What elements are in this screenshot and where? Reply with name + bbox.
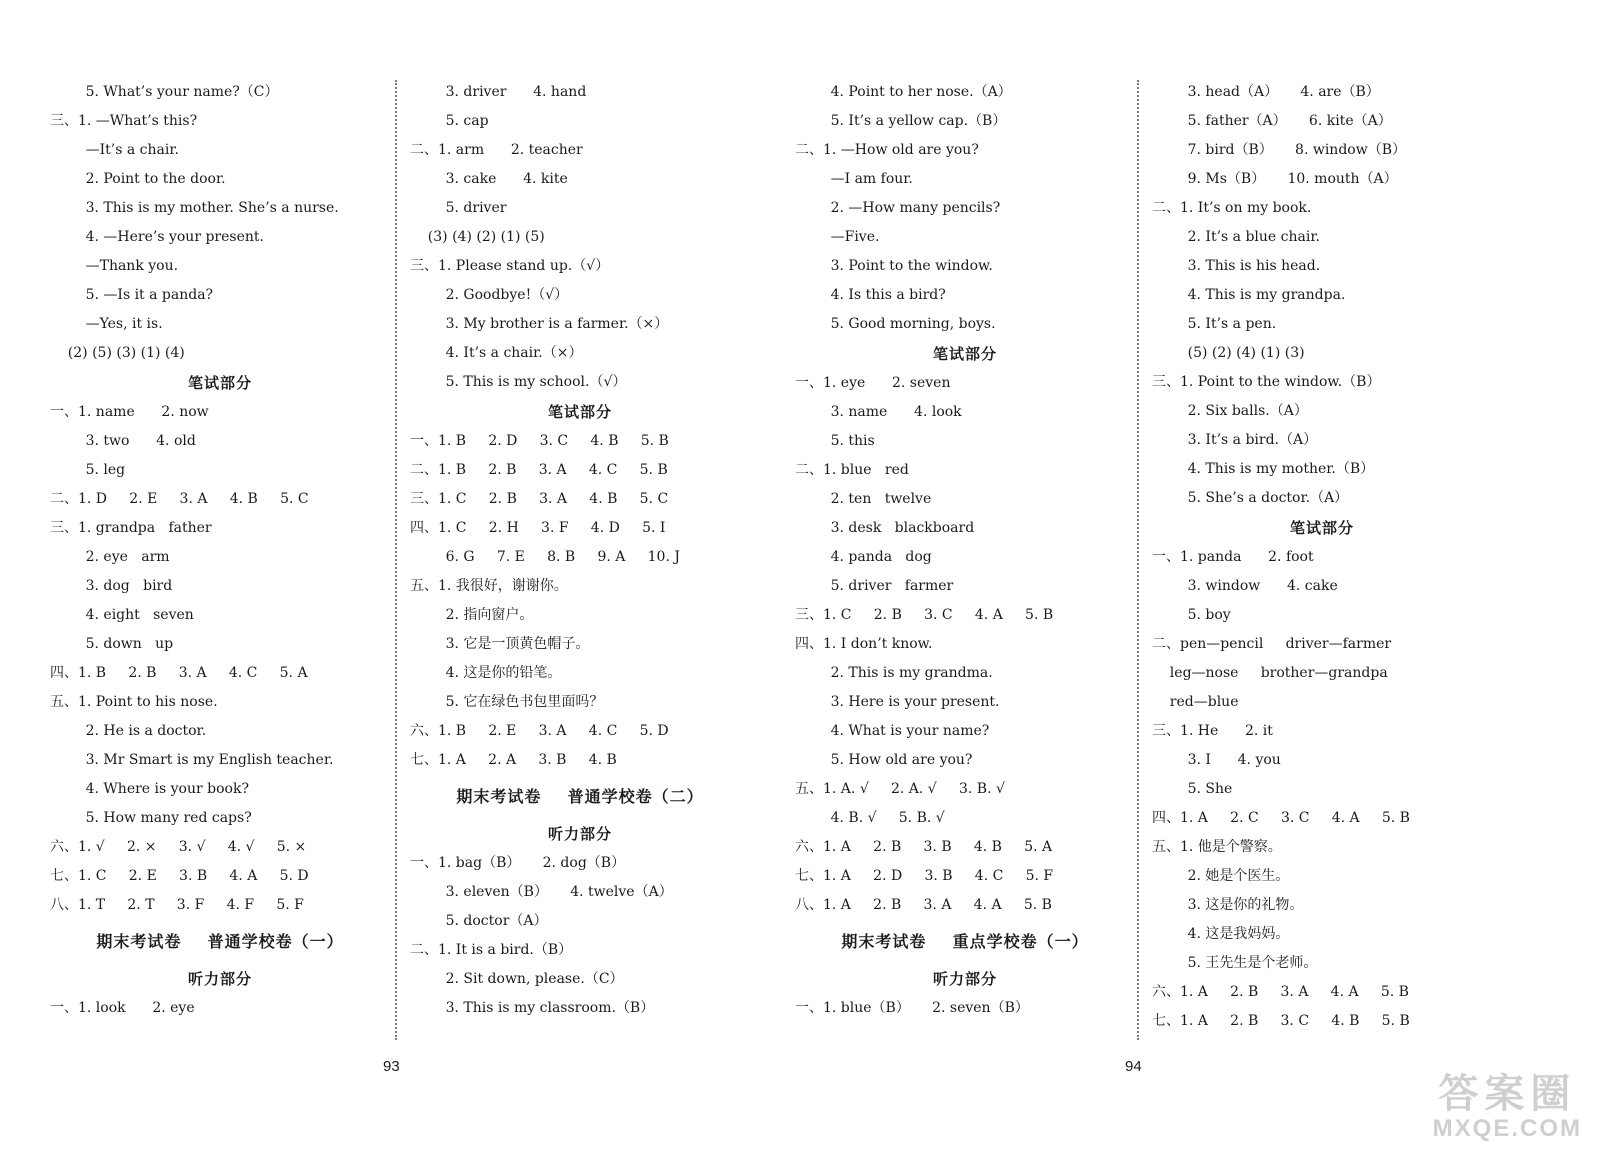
section-heading: 听力部分 (547, 825, 612, 843)
answer-column-3 (795, 78, 1135, 1023)
answer-line: 2. Point to the door. (50, 171, 226, 187)
answer-line: 5. doctor（A） (410, 913, 548, 929)
answer-line: 2. He is a doctor. (50, 723, 207, 739)
answer-line: 二、1. arm 2. teacher (410, 142, 583, 158)
answer-line: 9. Ms（B） 10. mouth（A） (1152, 171, 1398, 187)
answer-line: 4. This is my mother.（B） (1152, 461, 1375, 477)
answer-line: 三、1. He 2. it (1152, 723, 1273, 739)
answer-line: 5. driver farmer (795, 578, 954, 594)
answer-line: 四、1. I don’t know. (795, 636, 933, 652)
answer-line: —It’s a chair. (50, 142, 179, 158)
answer-line: 4. This is my grandpa. (1152, 287, 1346, 303)
answer-line: 2. It’s a blue chair. (1152, 229, 1320, 245)
answer-line: 3. Here is your present. (795, 694, 1000, 710)
watermark-logo (1433, 1072, 1582, 1142)
answer-line: 5. How many red caps? (50, 810, 252, 826)
answer-line: 六、1. A 2. B 3. B 4. B 5. A (795, 839, 1053, 855)
answer-line: 3. two 4. old (50, 433, 196, 449)
answer-line: (3) (4) (2) (1) (5) (410, 229, 545, 245)
answer-line: 3. desk blackboard (795, 520, 975, 536)
answer-line: 五、1. 他是个警察。 (1152, 839, 1282, 855)
answer-line: 一、1. look 2. eye (50, 1000, 195, 1016)
answer-line: (2) (5) (3) (1) (4) (50, 345, 185, 361)
answer-column-4 (1152, 78, 1492, 1036)
answer-line: 2. 她是个医生。 (1152, 868, 1290, 884)
answer-line: 八、1. T 2. T 3. F 4. F 5. F (50, 897, 304, 913)
answer-line: 2. eye arm (50, 549, 170, 565)
answer-line: 五、1. Point to his nose. (50, 694, 218, 710)
page-number-left: 93 (383, 1058, 400, 1075)
section-heading: 听力部分 (187, 970, 252, 988)
answer-line: 七、1. A 2. A 3. B 4. B (410, 752, 617, 768)
answer-line: 一、1. blue（B） 2. seven（B） (795, 1000, 1029, 1016)
watermark-text: 答案圈 (1438, 1072, 1577, 1116)
answer-line: 八、1. A 2. B 3. A 4. A 5. B (795, 897, 1052, 913)
answer-line: 2. This is my grandma. (795, 665, 993, 681)
answer-line: —I am four. (795, 171, 913, 187)
answer-line: 六、1. √ 2. × 3. √ 4. √ 5. × (50, 839, 307, 855)
answer-line: 3. Point to the window. (795, 258, 993, 274)
answer-line: 五、1. 我很好，谢谢你。 (410, 578, 568, 594)
answer-column-2 (410, 78, 750, 1023)
answer-line: 六、1. B 2. E 3. A 4. C 5. D (410, 723, 669, 739)
answer-line: 4. What is your name? (795, 723, 990, 739)
section-heading: 笔试部分 (1289, 519, 1354, 537)
answer-line: 3. cake 4. kite (410, 171, 568, 187)
answer-line: 三、1. C 2. B 3. A 4. B 5. C (410, 491, 669, 507)
answer-line: 5. What’s your name?（C） (50, 84, 279, 100)
answer-line: 4. —Here’s your present. (50, 229, 264, 245)
answer-line: 5. boy (1152, 607, 1231, 623)
answer-line: 三、1. C 2. B 3. C 4. A 5. B (795, 607, 1054, 623)
answer-line: 3. eleven（B） 4. twelve（A） (410, 884, 673, 900)
answer-line: —Yes, it is. (50, 316, 163, 332)
answer-line: 5. cap (410, 113, 489, 129)
answer-line: 5. father（A） 6. kite（A） (1152, 113, 1392, 129)
exam-title: 期末考试卷 普通学校卷（一） (96, 932, 344, 951)
answer-line: 3. 这是你的礼物。 (1152, 897, 1304, 913)
answer-line: 3. window 4. cake (1152, 578, 1338, 594)
answer-line: 3. This is my mother. She’s a nurse. (50, 200, 339, 216)
answer-line: 5. She’s a doctor.（A） (1152, 490, 1349, 506)
answer-line: 四、1. B 2. B 3. A 4. C 5. A (50, 665, 308, 681)
answer-line: 5. This is my school.（√） (410, 374, 627, 390)
answer-line: 3. This is my classroom.（B） (410, 1000, 655, 1016)
answer-line: 二、pen—pencil driver—farmer (1152, 636, 1392, 652)
answer-line: 4. Is this a bird? (795, 287, 946, 303)
answer-line: 4. eight seven (50, 607, 194, 623)
answer-line: 5. leg (50, 462, 126, 478)
watermark-url: MXQE.COM (1432, 1115, 1582, 1142)
answer-line: 三、1. Point to the window.（B） (1152, 374, 1381, 390)
answer-line: 4. 这是我妈妈。 (1152, 926, 1290, 942)
answer-line: 5. Good morning, boys. (795, 316, 996, 332)
answer-line: 4. B. √ 5. B. √ (795, 810, 945, 826)
answer-line: 二、1. It’s on my book. (1152, 200, 1312, 216)
answer-line: 五、1. A. √ 2. A. √ 3. B. √ (795, 781, 1005, 797)
answer-line: 5. 王先生是个老师。 (1152, 955, 1318, 971)
answer-line: 七、1. A 2. D 3. B 4. C 5. F (795, 868, 1054, 884)
answer-line: 六、1. A 2. B 3. A 4. A 5. B (1152, 984, 1409, 1000)
section-heading: 笔试部分 (547, 403, 612, 421)
answer-line: 3. 它是一顶黄色帽子。 (410, 636, 590, 652)
answer-line: 二、1. D 2. E 3. A 4. B 5. C (50, 491, 309, 507)
answer-line: 3. name 4. look (795, 404, 962, 420)
answer-line: 5. She (1152, 781, 1233, 797)
answer-line: 5. down up (50, 636, 174, 652)
answer-line: 7. bird（B） 8. window（B） (1152, 142, 1406, 158)
answer-line: 2. Sit down, please.（C） (410, 971, 624, 987)
answer-line: 5. It’s a yellow cap.（B） (795, 113, 1007, 129)
answer-line: 2. Six balls.（A） (1152, 403, 1308, 419)
answer-line: 4. 这是你的铅笔。 (410, 665, 562, 681)
answer-line: 二、1. It is a bird.（B） (410, 942, 573, 958)
answer-line: —Thank you. (50, 258, 179, 274)
answer-line: 七、1. A 2. B 3. C 4. B 5. B (1152, 1013, 1410, 1029)
answer-line: 四、1. A 2. C 3. C 4. A 5. B (1152, 810, 1410, 826)
answer-line: 2. —How many pencils? (795, 200, 1001, 216)
section-heading: 听力部分 (932, 970, 997, 988)
answer-line: 6. G 7. E 8. B 9. A 10. J (410, 549, 680, 565)
answer-line: 4. Where is your book? (50, 781, 249, 797)
answer-line: 3. My brother is a farmer.（×） (410, 316, 669, 332)
answer-line: 3. driver 4. hand (410, 84, 587, 100)
answer-line: 3. Mr Smart is my English teacher. (50, 752, 334, 768)
page-number-right: 94 (1125, 1058, 1142, 1075)
answer-line: 一、1. panda 2. foot (1152, 549, 1314, 565)
answer-line: 3. I 4. you (1152, 752, 1281, 768)
answer-line: (5) (2) (4) (1) (3) (1152, 345, 1305, 361)
answer-line: 3. It’s a bird.（A） (1152, 432, 1318, 448)
answer-line: 四、1. C 2. H 3. F 4. D 5. I (410, 520, 666, 536)
section-heading: 笔试部分 (187, 374, 252, 392)
answer-line: 一、1. name 2. now (50, 404, 209, 420)
answer-line: 二、1. B 2. B 3. A 4. C 5. B (410, 462, 668, 478)
answer-line: 三、1. grandpa father (50, 520, 212, 536)
answer-line: 一、1. eye 2. seven (795, 375, 951, 391)
answer-column-1 (50, 78, 390, 1023)
answer-line: 5. this (795, 433, 875, 449)
answer-line: 七、1. C 2. E 3. B 4. A 5. D (50, 868, 309, 884)
answer-line: 二、1. —How old are you? (795, 142, 979, 158)
answer-line: 三、1. Please stand up.（√） (410, 258, 610, 274)
column-divider (1137, 80, 1139, 1040)
answer-line: 4. panda dog (795, 549, 932, 565)
section-heading: 笔试部分 (932, 345, 997, 363)
answer-line: 5. 它在绿色书包里面吗？ (410, 694, 604, 710)
answer-line: red—blue (1152, 694, 1239, 710)
answer-line: 一、1. bag（B） 2. dog（B） (410, 855, 626, 871)
answer-line: 5. —Is it a panda? (50, 287, 214, 303)
answer-line: 4. Point to her nose.（A） (795, 84, 1012, 100)
answer-line: 三、1. —What’s this? (50, 113, 198, 129)
exam-title: 期末考试卷 普通学校卷（二） (456, 787, 704, 806)
answer-line: 2. Goodbye!（√） (410, 287, 569, 303)
answer-line: 2. ten twelve (795, 491, 932, 507)
exam-title: 期末考试卷 重点学校卷（一） (841, 932, 1089, 951)
answer-line: leg—nose brother—grandpa (1152, 665, 1388, 681)
answer-line: 2. 指向窗户。 (410, 607, 534, 623)
answer-line: 5. How old are you? (795, 752, 973, 768)
answer-line: 5. It’s a pen. (1152, 316, 1277, 332)
answer-line: 3. This is his head. (1152, 258, 1321, 274)
answer-line: 3. head（A） 4. are（B） (1152, 84, 1380, 100)
answer-line: 5. driver (410, 200, 507, 216)
answer-line: 3. dog bird (50, 578, 173, 594)
answer-line: 一、1. B 2. D 3. C 4. B 5. B (410, 433, 669, 449)
column-divider (395, 80, 397, 1040)
answer-line: 4. It’s a chair.（×） (410, 345, 583, 361)
answer-line: 二、1. blue red (795, 462, 909, 478)
answer-line: —Five. (795, 229, 880, 245)
